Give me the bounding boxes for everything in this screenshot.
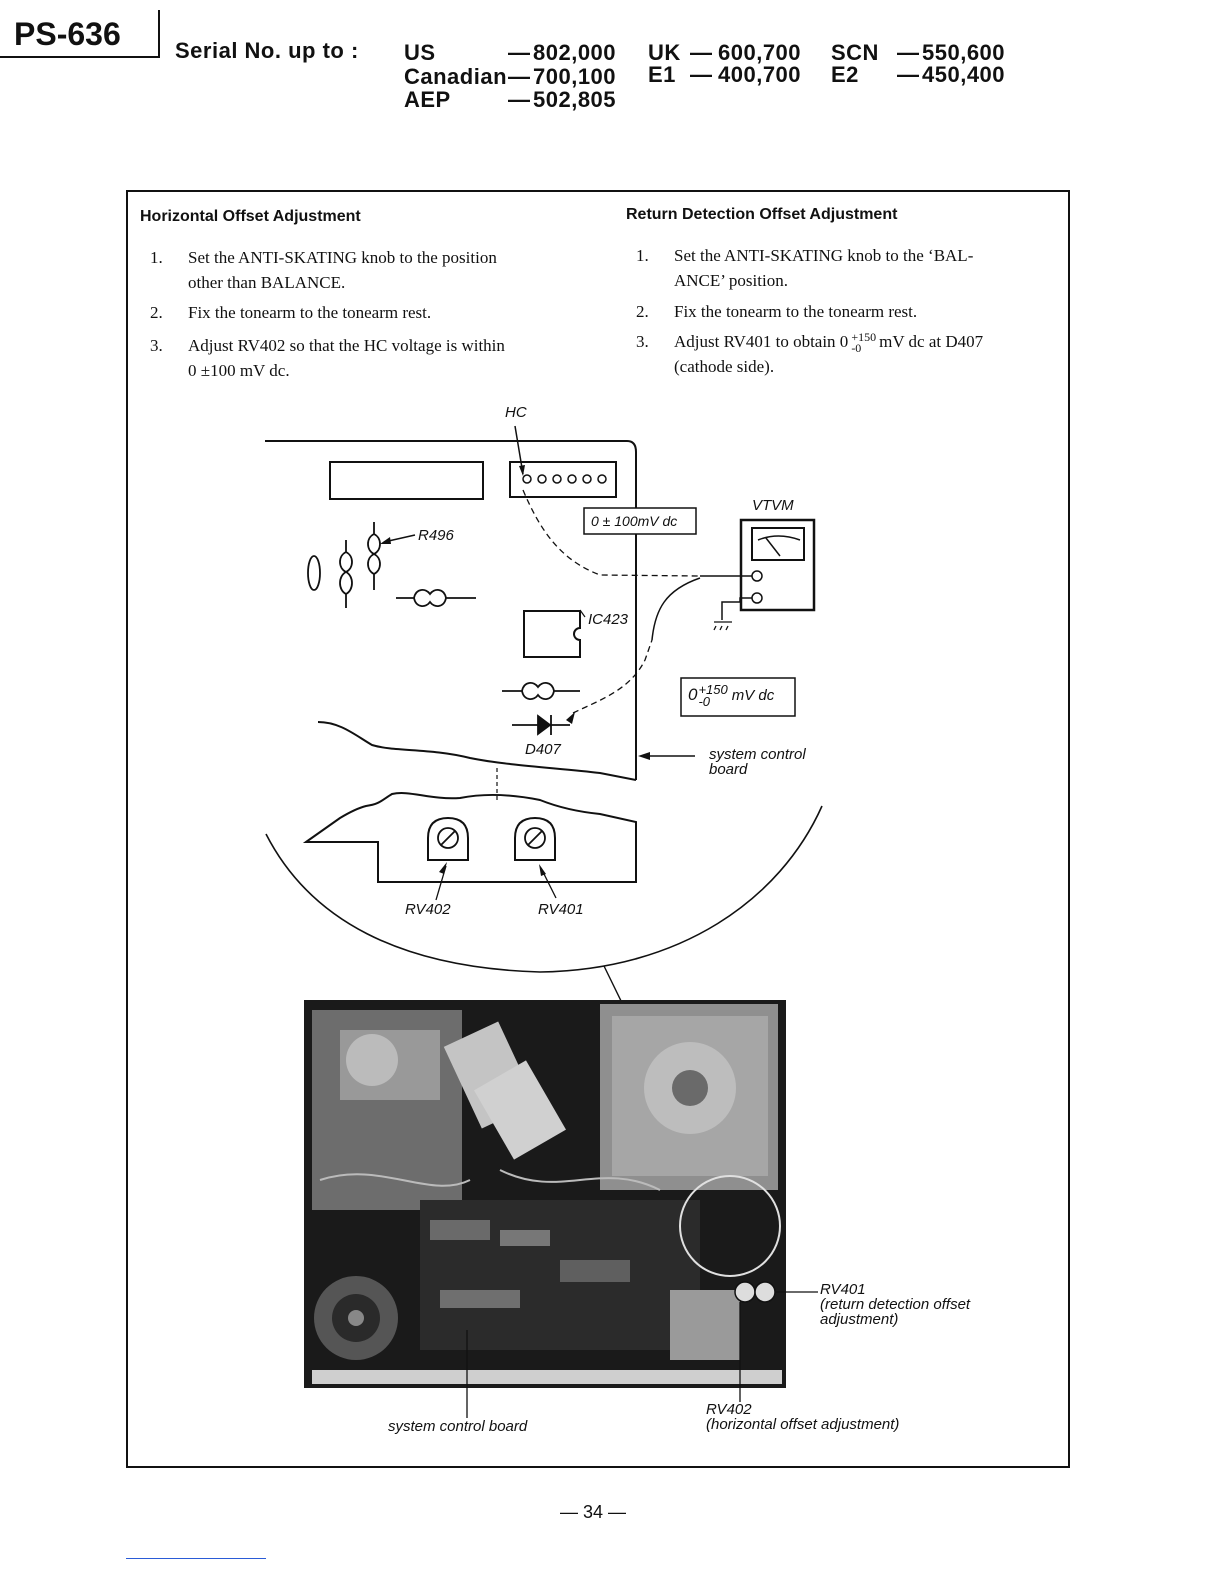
section-title-return-detection: Return Detection Offset Adjustment [626, 206, 898, 223]
vtvm-needle [758, 536, 800, 556]
vtvm-dial [752, 528, 804, 560]
capacitor-symbol [308, 556, 320, 590]
step-line: Fix the tonearm to the tonearm rest. [674, 302, 918, 321]
vtvm-label: VTVM [752, 497, 794, 514]
model-label: PS-636 [0, 10, 160, 58]
label-line: system control [709, 746, 806, 763]
serial-region-e2: E2 [831, 62, 859, 87]
serial-region-us: US [404, 40, 436, 65]
serial-dash: — [897, 62, 920, 87]
vtvm-terminal-lo [752, 593, 762, 603]
step-text: Adjust RV401 to obtain 0 [674, 332, 849, 351]
hc-voltage-label: 0 ± 100mV dc [591, 513, 678, 529]
d407-probe-solid [652, 578, 700, 640]
bottom-rule [126, 1558, 266, 1559]
resistor-r496-b [368, 522, 380, 590]
step-number: 1. [150, 248, 163, 267]
section-title-horizontal-offset: Horizontal Offset Adjustment [140, 208, 361, 225]
r496-arrowhead [380, 537, 391, 544]
lower-board [306, 793, 636, 882]
voltage-value: 0 [688, 684, 698, 704]
step-line: Set the ANTI-SKATING knob to the position [188, 248, 497, 267]
serial-label: Serial No. up to : [175, 38, 359, 63]
serial-value-aep: 502,805 [533, 87, 617, 112]
serial-region-e1: E1 [648, 62, 676, 87]
serial-dash: — [897, 40, 920, 65]
subscript: -0 [698, 694, 711, 709]
step-line: Fix the tonearm to the tonearm rest. [188, 303, 432, 322]
serial-value-us: 802,000 [533, 40, 617, 65]
ic423-label: IC423 [588, 611, 629, 628]
d407-probe-tip [566, 712, 575, 724]
r496-label: R496 [418, 527, 454, 544]
serial-region-canadian: Canadian [404, 64, 508, 89]
chassis-photo [304, 1000, 786, 1388]
serial-value-scn: 550,600 [922, 40, 1006, 65]
label-line: adjustment) [820, 1311, 899, 1328]
ic423-chip [524, 611, 580, 657]
d407-probe [573, 640, 652, 713]
resistor-horizontal-2 [502, 683, 580, 699]
serial-dash: — [508, 64, 531, 89]
step-number: 3. [636, 332, 649, 351]
board-tear-edge [318, 722, 636, 780]
ground-symbol [714, 622, 732, 630]
serial-dash: — [508, 40, 531, 65]
label-line: board [709, 761, 748, 778]
label-line: (horizontal offset adjustment) [706, 1416, 900, 1433]
step-line: (cathode side). [674, 357, 775, 376]
label-line: (return detection offset [820, 1296, 971, 1313]
step-text: mV dc at D407 [879, 332, 984, 351]
connector-pins [523, 475, 606, 483]
serial-region-scn: SCN [831, 40, 879, 65]
step-line: other than BALANCE. [188, 273, 346, 292]
voltage-unit: mV dc [731, 686, 775, 704]
photo-rv402-label [706, 1402, 899, 1432]
label-line: RV402 [706, 1401, 752, 1418]
serial-region-uk: UK [648, 40, 681, 65]
rv401-label: RV401 [538, 901, 584, 918]
resistor-horizontal-1 [396, 590, 476, 606]
label-line: RV401 [820, 1281, 866, 1298]
connector-block [330, 462, 483, 499]
page-number: — 34 — [560, 1502, 627, 1522]
serial-value-uk: 600,700 [718, 40, 802, 65]
d407-voltage-label [688, 684, 774, 708]
step-number: 3. [150, 336, 163, 355]
step-number: 2. [150, 303, 163, 322]
serial-value-canadian: 700,100 [533, 64, 617, 89]
rv401-trimmer [515, 818, 555, 860]
step-line: ANCE’ position. [674, 271, 788, 290]
serial-value-e2: 450,400 [922, 62, 1006, 87]
step-line: 0 ±100 mV dc. [188, 361, 290, 380]
serial-dash: — [508, 87, 531, 112]
hc-arrowhead [519, 465, 525, 476]
step-number: 2. [636, 302, 649, 321]
serial-region-aep: AEP [404, 87, 451, 112]
magnifier-arc [266, 806, 822, 972]
hc-label: HC [505, 404, 527, 421]
d407-diode [512, 715, 570, 735]
rv402-label: RV402 [405, 901, 451, 918]
d407-label: D407 [525, 741, 561, 758]
resistor-r496-a [340, 540, 352, 608]
serial-dash: — [690, 40, 713, 65]
photo-system-control-board-label: system control board [388, 1418, 528, 1435]
vtvm-terminal-hi [752, 571, 762, 581]
photo-rv401-label [820, 1282, 970, 1327]
step-line: Adjust RV402 so that the HC voltage is within [188, 336, 505, 355]
superscript: +150 [698, 682, 728, 697]
step-number: 1. [636, 246, 649, 265]
scb-arrowhead [638, 752, 650, 760]
system-control-board-label [709, 747, 806, 777]
rv401-arrowhead [539, 864, 546, 876]
serial-value-e1: 400,700 [718, 62, 802, 87]
rv402-trimmer [428, 818, 468, 860]
serial-dash: — [690, 62, 713, 87]
superscript: +150 [851, 330, 877, 345]
subscript: -0 [851, 341, 862, 356]
step-line: Set the ANTI-SKATING knob to the ‘BAL- [674, 246, 974, 265]
hc-connector [510, 462, 616, 497]
